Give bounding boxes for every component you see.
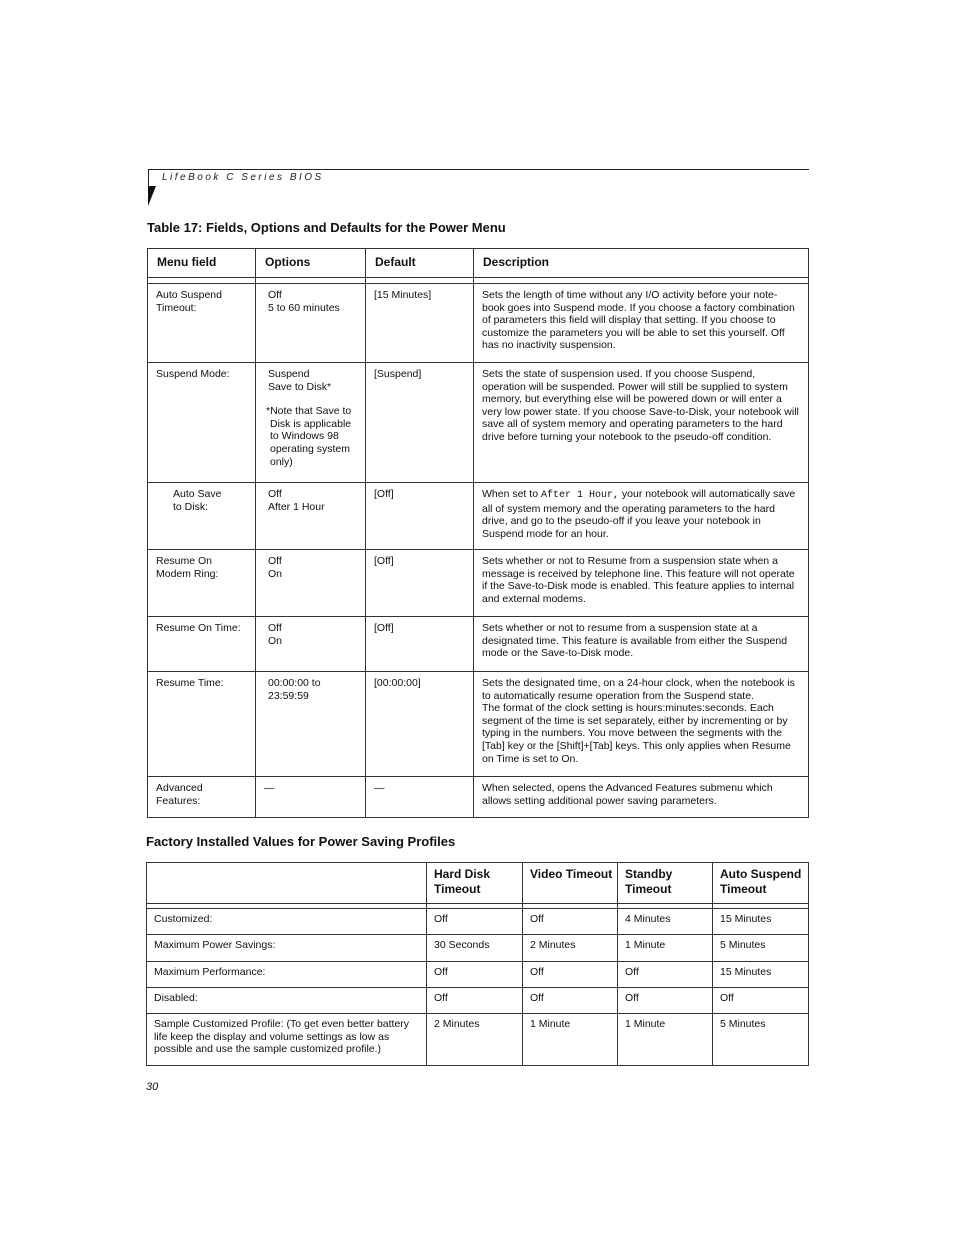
default-cell: [15 Minutes] (366, 284, 474, 363)
table-cell: Off (523, 909, 618, 935)
table-row (147, 935, 809, 962)
description-lead: When set to (482, 488, 541, 500)
header-options: Options (256, 249, 366, 278)
description-code: After 1 Hour, (540, 490, 619, 501)
table-row (148, 617, 809, 672)
table-row (147, 1014, 809, 1066)
table-cell: Off (618, 962, 713, 988)
table-cell: 30 Seconds (427, 935, 523, 962)
description-cell: Sets whether or not to Resume from a suspension state when a message is received by telephone line. This feature will not operate if the Save-to-Disk mode is enabled. This feature applies to internal and external modems. (474, 550, 809, 617)
page-number: 30 (146, 1081, 159, 1093)
field-cell: Resume Time: (148, 672, 256, 777)
table-cell: Off (427, 988, 523, 1014)
header-menu-field: Menu field (148, 249, 256, 278)
header-wedge-mark (148, 186, 156, 206)
table-cell: 2 Minutes (427, 1014, 523, 1066)
profile-name-cell: Maximum Performance: (147, 962, 427, 988)
table-cell: Off (713, 988, 809, 1014)
running-head: LifeBook C Series BIOS (162, 172, 324, 183)
table-cell: 5 Minutes (713, 1014, 809, 1066)
profile-name-cell: Sample Customized Profile: (To get even better battery life keep the display and volume settings as low as possible and use the sample customized profile.) (147, 1014, 427, 1066)
default-cell: — (366, 777, 474, 818)
profile-name-cell: Maximum Power Savings: (147, 935, 427, 962)
table-row (148, 550, 809, 617)
field-cell: Suspend Mode: (148, 363, 256, 483)
options-cell: Off On (256, 617, 366, 672)
table-cell: 1 Minute (618, 1014, 713, 1066)
power-profiles-table (146, 862, 809, 1066)
header-default: Default (366, 249, 474, 278)
field-cell: Auto Save to Disk: (148, 483, 256, 550)
field-cell: Advanced Features: (148, 777, 256, 818)
default-cell: [00:00:00] (366, 672, 474, 777)
table-row (148, 672, 809, 777)
options-cell: Off After 1 Hour (256, 483, 366, 550)
table-row (148, 777, 809, 818)
header-standby-timeout: Standby Timeout (618, 863, 713, 904)
power-menu-table (147, 248, 809, 818)
table-cell: Off (523, 962, 618, 988)
field-cell: Auto Suspend Timeout: (148, 284, 256, 363)
table-row (147, 962, 809, 988)
table-cell: 2 Minutes (523, 935, 618, 962)
options-cell: Off On (256, 550, 366, 617)
table-cell: 5 Minutes (713, 935, 809, 962)
header-description: Description (474, 249, 809, 278)
table-cell: 15 Minutes (713, 909, 809, 935)
default-cell: [Off] (366, 617, 474, 672)
table-cell: Off (427, 962, 523, 988)
description-cell: Sets whether or not to resume from a suspension state at a designated time. This feature is available from either the Suspend mode or the Save-to-Disk mode. (474, 617, 809, 672)
options-cell: — (256, 777, 366, 818)
table-cell: 15 Minutes (713, 962, 809, 988)
default-cell: [Suspend] (366, 363, 474, 483)
header-video-timeout: Video Timeout (523, 863, 618, 904)
description-cell: Sets the designated time, on a 24-hour clock, when the notebook is to automatically resume operation from the Suspend state. The format of the clock setting is hours:minutes:seconds. Each segment of the time is set separately, either by incrementing or by typing in the numbers. You move between the segments with the [Tab] key or the [Shift]+[Tab] keys. This only applies when Resume on Time is set to On. (474, 672, 809, 777)
header-profile (147, 863, 427, 904)
header-hard-disk-timeout: Hard Disk Timeout (427, 863, 523, 904)
profile-name-cell: Disabled: (147, 988, 427, 1014)
table-row (148, 284, 809, 363)
options-cell: 00:00:00 to 23:59:59 (256, 672, 366, 777)
header-auto-suspend-timeout: Auto Suspend Timeout (713, 863, 809, 904)
field-cell: Resume On Modem Ring: (148, 550, 256, 617)
description-cell: Sets the state of suspension used. If you choose Suspend, operation will be suspended. Power will still be supplied to system memory, but everything else will be powered down or will enter a very low power state. If you choose Save-to-Disk, your notebook will save all of system memory and operating parameters to the hard drive before turning your notebook to the pseudo-off condition. (474, 363, 809, 483)
table-cell: 4 Minutes (618, 909, 713, 935)
table-row (147, 909, 809, 935)
table-header-row (148, 249, 809, 278)
section-title: Factory Installed Values for Power Saving Profiles (146, 834, 456, 849)
default-cell: [Off] (366, 550, 474, 617)
table-title: Table 17: Fields, Options and Defaults for the Power Menu (147, 220, 506, 235)
options-text: Suspend Save to Disk* (268, 368, 332, 393)
table-row (148, 363, 809, 483)
options-cell: Off 5 to 60 minutes (256, 284, 366, 363)
table-cell: Off (523, 988, 618, 1014)
description-cell (474, 483, 809, 550)
options-cell (256, 363, 366, 483)
options-note: *Note that Save to Disk is applicable to Windows 98 operating system only) (266, 405, 352, 468)
table-cell: Off (618, 988, 713, 1014)
table-header-row (147, 863, 809, 904)
header-rule (148, 169, 809, 170)
table-cell: 1 Minute (523, 1014, 618, 1066)
description-cell: When selected, opens the Advanced Features submenu which allows setting additional power saving parameters. (474, 777, 809, 818)
table-row (147, 988, 809, 1014)
field-cell: Resume On Time: (148, 617, 256, 672)
description-cell: Sets the length of time without any I/O activity before your note-book goes into Suspend mode. If you choose a factory combination of parameters this field will display that setting. If you choose to customize the parameters you will be able to set this yourself. Off has no inactivity suspension. (474, 284, 809, 363)
table-cell: 1 Minute (618, 935, 713, 962)
profile-name-cell: Customized: (147, 909, 427, 935)
default-cell: [Off] (366, 483, 474, 550)
description-rest: your notebook will automatically save all of system memory and the operating parameters to the hard drive, and go to the pseudo-off if you leave your notebook in Suspend mode for an hour. (482, 488, 796, 540)
table-row (148, 483, 809, 550)
table-cell: Off (427, 909, 523, 935)
